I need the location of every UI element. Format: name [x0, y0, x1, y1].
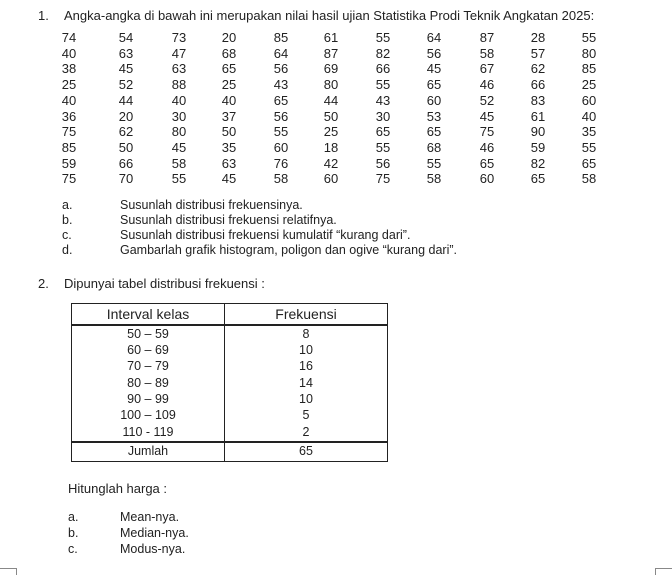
total-label: Jumlah: [72, 442, 225, 462]
score-cell: 80: [581, 45, 597, 61]
score-cell: 58: [171, 155, 187, 171]
score-cell: 55: [426, 155, 442, 171]
score-cell: 69: [323, 61, 339, 77]
score-cell: 75: [61, 124, 77, 140]
question-2-text: Dipunyai tabel distribusi frekuensi :: [64, 276, 265, 291]
score-cell: 25: [323, 124, 339, 140]
score-cell: 60: [426, 92, 442, 108]
table-row: [72, 375, 388, 391]
frequency-cell: 10: [225, 391, 388, 407]
score-cell: 70: [118, 171, 134, 187]
score-cell: 40: [171, 92, 187, 108]
frequency-table: [71, 303, 388, 462]
score-cell: 85: [581, 61, 597, 77]
score-cell: 35: [221, 139, 237, 155]
frequency-cell: 14: [225, 375, 388, 391]
interval-cell: 90 – 99: [72, 391, 225, 407]
q1-task-a-text: Susunlah distribusi frekuensinya.: [120, 198, 303, 212]
score-cell: 80: [171, 124, 187, 140]
question-1-text: Angka-angka di bawah ini merupakan nilai hasil ujian Statistika Prodi Teknik Angkatan 2025:: [64, 8, 595, 23]
score-cell: 60: [273, 139, 289, 155]
score-cell: 74: [61, 30, 77, 45]
score-cell: 83: [530, 92, 546, 108]
q1-task-b-text: Susunlah distribusi frekuensi relatifnya.: [120, 213, 337, 227]
score-cell: 56: [273, 61, 289, 77]
score-cell: 75: [479, 124, 495, 140]
score-cell: 30: [171, 108, 187, 124]
score-cell: 58: [581, 171, 597, 187]
score-cell: 62: [118, 124, 134, 140]
score-cell: 54: [118, 30, 134, 45]
table-row: [72, 325, 388, 342]
score-cell: 60: [581, 92, 597, 108]
score-cell: 28: [530, 30, 546, 45]
table-row: [72, 342, 388, 358]
score-cell: 62: [530, 61, 546, 77]
interval-cell: 100 – 109: [72, 408, 225, 424]
header-interval: Interval kelas: [72, 304, 225, 326]
score-cell: 63: [171, 61, 187, 77]
q2-task-c-text: Modus-nya.: [120, 542, 186, 556]
score-cell: 20: [118, 108, 134, 124]
score-cell: 65: [426, 124, 442, 140]
score-cell: 35: [581, 124, 597, 140]
score-cell: 55: [581, 30, 597, 45]
q1-task-c-text: Susunlah distribusi frekuensi kumulatif “kurang dari”.: [120, 228, 411, 242]
score-cell: 36: [61, 108, 77, 124]
page-corner-mark-left: [0, 568, 17, 575]
score-cell: 59: [530, 139, 546, 155]
score-cell: 50: [118, 139, 134, 155]
score-cell: 53: [426, 108, 442, 124]
page-corner-mark-right: [655, 568, 672, 575]
score-cell: 66: [375, 61, 391, 77]
score-cell: 64: [273, 45, 289, 61]
q1-task-d-text: Gambarlah grafik histogram, poligon dan ogive “kurang dari”.: [120, 243, 457, 257]
score-cell: 58: [426, 171, 442, 187]
score-cell: 56: [375, 155, 391, 171]
score-cell: 80: [323, 77, 339, 93]
interval-cell: 70 – 79: [72, 359, 225, 375]
score-cell: 68: [221, 45, 237, 61]
score-cell: 56: [426, 45, 442, 61]
score-cell: 45: [221, 171, 237, 187]
score-cell: 60: [323, 171, 339, 187]
frequency-cell: 16: [225, 359, 388, 375]
score-cell: 68: [426, 139, 442, 155]
score-cell: 75: [61, 171, 77, 187]
frequency-cell: 5: [225, 408, 388, 424]
score-cell: 40: [61, 92, 77, 108]
score-cell: 55: [581, 139, 597, 155]
score-cell: 66: [530, 77, 546, 93]
score-cell: 52: [479, 92, 495, 108]
score-cell: 50: [323, 108, 339, 124]
score-cell: 47: [171, 45, 187, 61]
score-cell: 57: [530, 45, 546, 61]
score-cell: 66: [118, 155, 134, 171]
score-cell: 55: [375, 77, 391, 93]
score-cell: 52: [118, 77, 134, 93]
score-cell: 67: [479, 61, 495, 77]
score-cell: 63: [118, 45, 134, 61]
interval-cell: 80 – 89: [72, 375, 225, 391]
q2-task-b-label: b.: [68, 526, 79, 540]
score-cell: 45: [118, 61, 134, 77]
score-cell: 40: [581, 108, 597, 124]
score-cell: 50: [221, 124, 237, 140]
score-cell: 85: [273, 30, 289, 45]
score-cell: 60: [479, 171, 495, 187]
q1-task-a-label: a.: [62, 198, 73, 212]
score-cell: 25: [61, 77, 77, 93]
score-cell: 56: [273, 108, 289, 124]
score-cell: 87: [323, 45, 339, 61]
q2-task-c-label: c.: [68, 542, 78, 556]
score-grid: [0, 0, 672, 190]
score-cell: 25: [221, 77, 237, 93]
score-cell: 65: [581, 155, 597, 171]
score-cell: 44: [323, 92, 339, 108]
score-cell: 64: [426, 30, 442, 45]
score-cell: 25: [581, 77, 597, 93]
interval-cell: 110 - 119: [72, 424, 225, 441]
score-cell: 82: [530, 155, 546, 171]
table-row: [72, 391, 388, 407]
score-cell: 55: [375, 30, 391, 45]
score-cell: 30: [375, 108, 391, 124]
score-cell: 40: [221, 92, 237, 108]
q2-task-a-text: Mean-nya.: [120, 510, 180, 524]
score-cell: 65: [479, 155, 495, 171]
score-cell: 59: [61, 155, 77, 171]
score-cell: 63: [221, 155, 237, 171]
score-cell: 73: [171, 30, 187, 45]
interval-cell: 50 – 59: [72, 325, 225, 342]
score-cell: 44: [118, 92, 134, 108]
score-cell: 55: [375, 139, 391, 155]
score-cell: 58: [273, 171, 289, 187]
score-cell: 65: [530, 171, 546, 187]
q2-task-b-text: Median-nya.: [120, 526, 189, 540]
q2-prompt: Hitunglah harga :: [68, 481, 168, 496]
score-cell: 45: [426, 61, 442, 77]
score-cell: 65: [273, 92, 289, 108]
score-cell: 40: [61, 45, 77, 61]
score-cell: 42: [323, 155, 339, 171]
score-cell: 38: [61, 61, 77, 77]
frequency-cell: 8: [225, 325, 388, 342]
score-cell: 58: [479, 45, 495, 61]
table-row: [72, 408, 388, 424]
q1-task-b-label: b.: [62, 213, 73, 227]
table-row: [72, 424, 388, 441]
frequency-cell: 10: [225, 342, 388, 358]
q1-task-c-label: c.: [62, 228, 72, 242]
score-cell: 55: [171, 171, 187, 187]
score-cell: 65: [426, 77, 442, 93]
q2-task-a-label: a.: [68, 510, 79, 524]
score-cell: 55: [273, 124, 289, 140]
question-2-number: 2.: [38, 276, 49, 291]
score-cell: 65: [375, 124, 391, 140]
score-cell: 65: [221, 61, 237, 77]
score-cell: 46: [479, 139, 495, 155]
score-cell: 45: [479, 108, 495, 124]
total-value: 65: [225, 442, 388, 462]
score-cell: 85: [61, 139, 77, 155]
score-cell: 18: [323, 139, 339, 155]
score-cell: 43: [273, 77, 289, 93]
score-cell: 87: [479, 30, 495, 45]
score-cell: 20: [221, 30, 237, 45]
score-cell: 90: [530, 124, 546, 140]
score-cell: 37: [221, 108, 237, 124]
table-row: [72, 359, 388, 375]
q1-task-d-label: d.: [62, 243, 73, 257]
score-cell: 75: [375, 171, 391, 187]
interval-cell: 60 – 69: [72, 342, 225, 358]
score-cell: 61: [323, 30, 339, 45]
header-frequency: Frekuensi: [225, 304, 388, 326]
score-cell: 43: [375, 92, 391, 108]
score-cell: 45: [171, 139, 187, 155]
total-row: [72, 442, 388, 462]
score-cell: 61: [530, 108, 546, 124]
frequency-cell: 2: [225, 424, 388, 441]
score-cell: 82: [375, 45, 391, 61]
score-cell: 46: [479, 77, 495, 93]
question-1-number: 1.: [38, 8, 49, 23]
score-cell: 76: [273, 155, 289, 171]
score-cell: 88: [171, 77, 187, 93]
